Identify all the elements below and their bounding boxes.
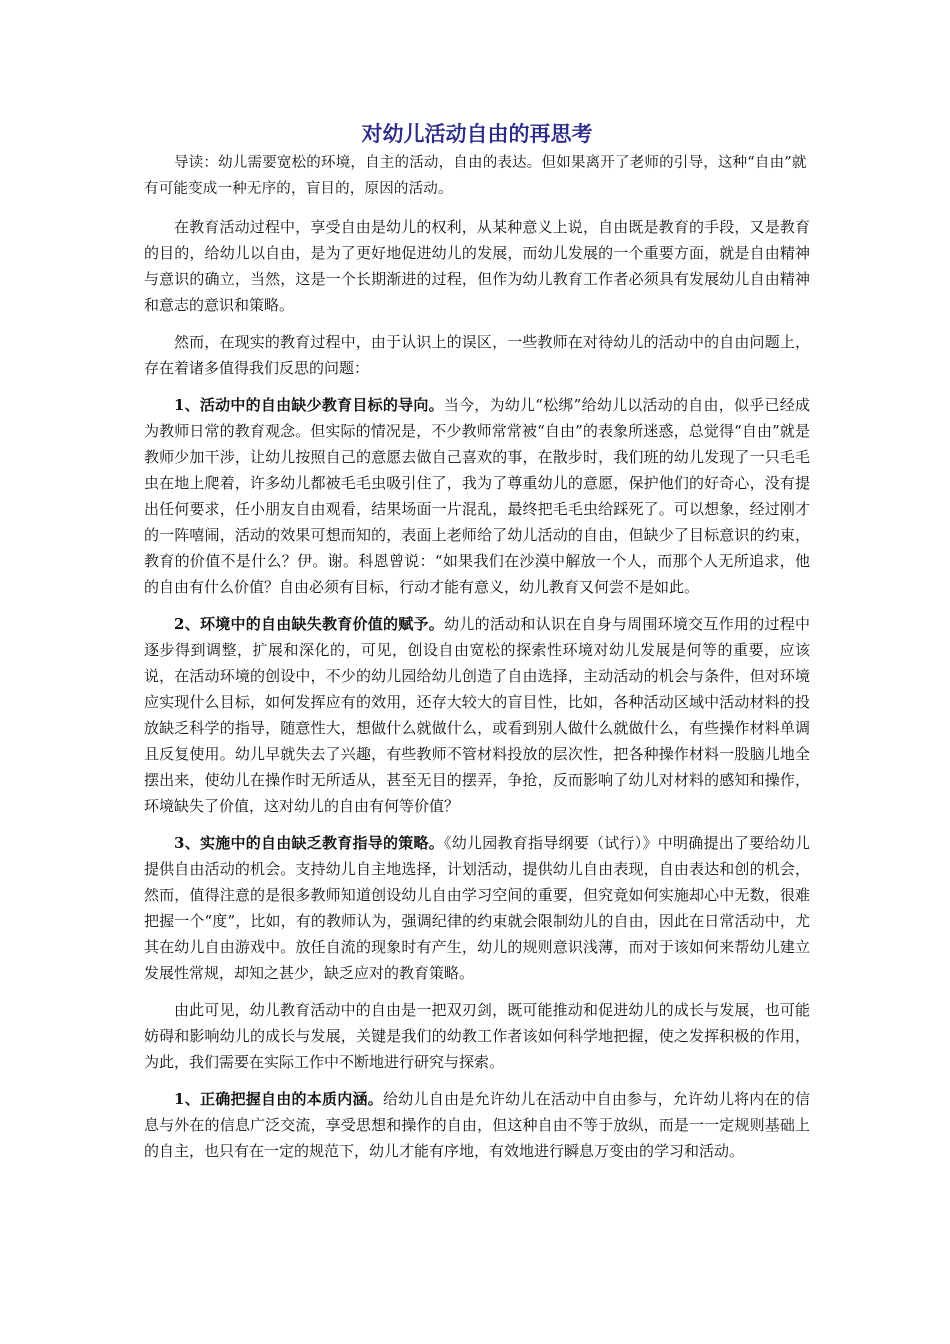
paragraph-lead: 1、活动中的自由缺少教育目标的导向。 bbox=[174, 396, 444, 414]
paragraph-7 bbox=[144, 1086, 810, 1164]
intro-paragraph: 导读：幼儿需要宽松的环境，自主的活动，自由的表达。但如果离开了老师的引导，这种“自由”就有可能变成一种无序的，盲目的，原因的活动。 bbox=[144, 155, 807, 197]
paragraph-text: 《幼儿园教育指导纲要（试行）》中明确提出了要给幼儿提供自由活动的机会。支持幼儿自主地选择，计划活动，提供幼儿自由表现，自由表达和创的机会，然而，值得注意的是很多教师知道创设幼儿自由学习空间的重要，但究竟如何实施却心中无数，很难把握一个“度”，比如，有的教师认为，强调纪律的约束就会限制幼儿的自由，因此在日常活动中，尤其在幼儿自由游戏中。放任自流的现象时有产生，幼儿的规则意识浅薄，而对于该如何来帮幼儿建立发展性常规，却知之甚少，缺乏应对的教育策略。 bbox=[144, 834, 810, 982]
paragraph-text: 幼儿的活动和认识在自身与周围环境交互作用的过程中逐步得到调整，扩展和深化的，可见，创设自由宽松的探索性环境对幼儿发展是何等的重要，应该说，在活动环境的创设中，不少的幼儿园给幼儿创造了自由选择，主动活动的机会与条件，但对环境应实现什么目标，如何发挥应有的效用，还存大较大的盲目性，比如，各种活动区域中活动材料的投放缺乏科学的指导，随意性大，想做什么就做什么，或看到别人做什么就做什么，有些操作材料单调且反复使用。幼儿早就失去了兴趣，有些教师不管材料投放的层次性，把各种操作材料一股脑儿地全摆出来，使幼儿在操作时无所适从，甚至无目的摆弄，争抢，反而影响了幼儿对材料的感知和操作，环境缺失了价值，这对幼儿的自由有何等价值？ bbox=[144, 615, 810, 815]
paragraph-5 bbox=[144, 830, 810, 986]
document-page bbox=[144, 118, 810, 1175]
document-title: 对幼儿活动自由的再思考 bbox=[361, 122, 593, 146]
paragraph-lead: 3、实施中的自由缺乏教育指导的策略。 bbox=[174, 834, 444, 852]
paragraph-text: 当今，为幼儿“松绑”给幼儿以活动的自由，似乎已经成为教师日常的教育观念。但实际的情况是，不少教师常常被“自由”的表象所迷惑，总觉得“自由”就是教师少加干涉，让幼儿按照自己的意愿去做自己喜欢的事，在散步时，我们班的幼儿发现了一只毛毛虫在地上爬着，许多幼儿都被毛毛虫吸引住了，我为了尊重幼儿的意愿，保护他们的好奇心，没有提出任何要求，任小朋友自由观看，结果场面一片混乱，最终把毛毛虫给踩死了。可以想象，经过刚才的一阵嘻闹，活动的效果可想而知的，表面上老师给了幼儿活动的自由，但缺少了目标意识的约束，教育的价值不是什么？伊。谢。科恩曾说：“如果我们在沙漠中解放一个人，而那个人无所追求，他的自由有什么价值？自由必须有目标，行动才能有意义，幼儿教育又何尝不是如此。 bbox=[144, 396, 810, 596]
paragraph-text: 给幼儿自由是允许幼儿在活动中自由参与，允许幼儿将内在的信息与外在的信息广泛交流，享受思想和操作的自由，但这种自由不等于放纵，而是一一定规则基础上的自主，也只有在一定的规范下，幼儿才能有序地，有效地进行瞬息万变由的学习和活动。 bbox=[144, 1090, 810, 1160]
paragraph-4 bbox=[144, 611, 810, 819]
paragraph-text: 由此可见，幼儿教育活动中的自由是一把双刃剑，既可能推动和促进幼儿的成长与发展，也可能妨碍和影响幼儿的成长与发展，关键是我们的幼教工作者该如何科学地把握，使之发挥积极的作用，为此，我们需要在实际工作中不断地进行研究与探索。 bbox=[144, 1001, 810, 1071]
paragraph-lead: 1、正确把握自由的本质内涵。 bbox=[174, 1090, 384, 1108]
paragraph-6 bbox=[144, 997, 810, 1075]
paragraph-text: 然而，在现实的教育过程中，由于认识上的误区，一些教师在对待幼儿的活动中的自由问题上，存在着诸多值得我们反思的问题： bbox=[144, 333, 810, 377]
paragraph-2 bbox=[144, 329, 810, 381]
paragraph-1 bbox=[144, 214, 810, 318]
paragraph-lead: 2、环境中的自由缺失教育价值的赋予。 bbox=[174, 615, 445, 633]
paragraph-text: 在教育活动过程中，享受自由是幼儿的权利，从某种意义上说，自由既是教育的手段，又是教育的目的，给幼儿以自由，是为了更好地促进幼儿的发展，而幼儿发展的一个重要方面，就是自由精神与意识的确立，当然，这是一个长期渐进的过程，但作为幼儿教育工作者必须具有发展幼儿自由精神和意志的意识和策略。 bbox=[144, 218, 810, 314]
paragraph-3 bbox=[144, 392, 810, 600]
